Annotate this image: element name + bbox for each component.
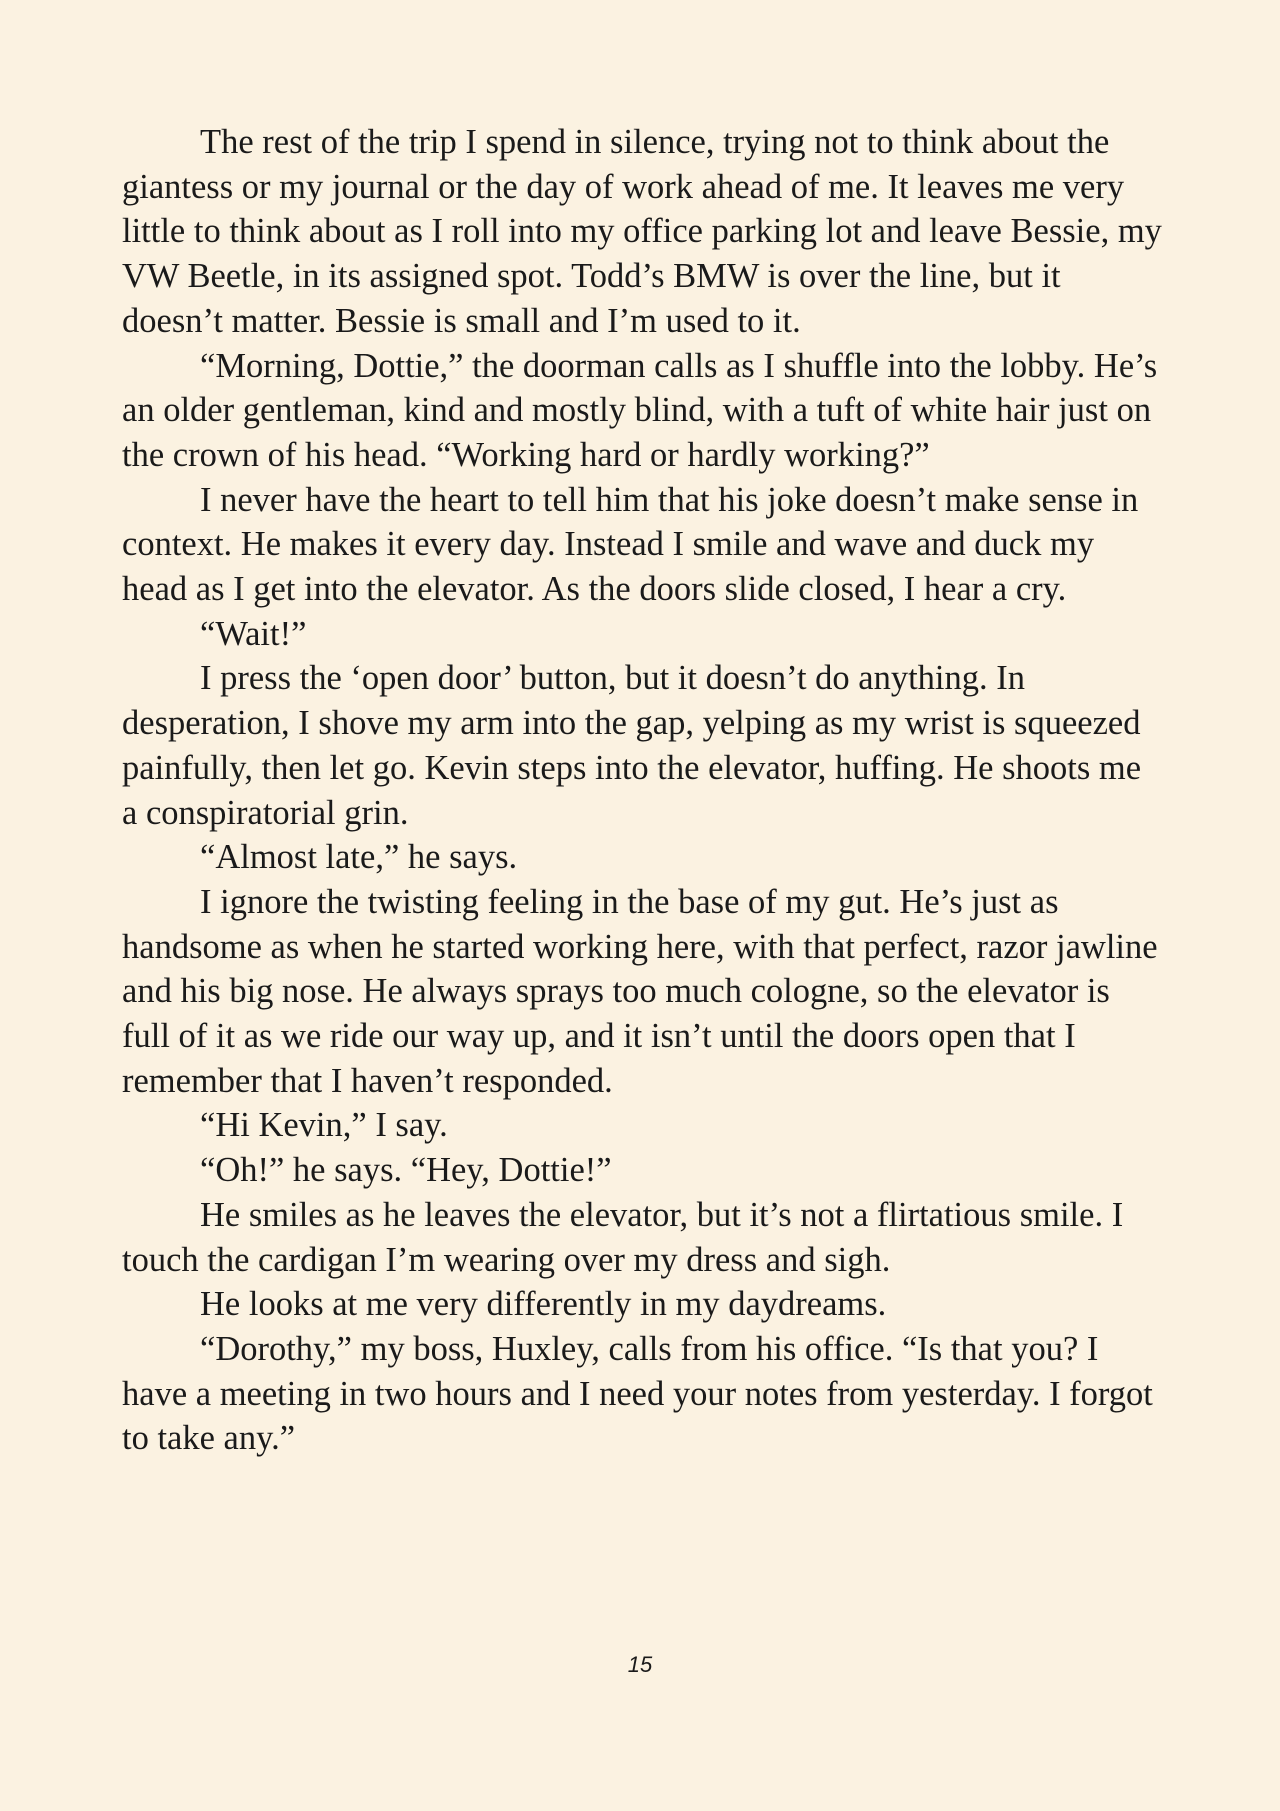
- paragraph: “Dorothy,” my boss, Huxley, calls from his office. “Is that you? I have a meeting in two hours and I need your notes from yesterday. I forgot to take any.”: [122, 1329, 1153, 1458]
- paragraph: “Almost late,” he says.: [200, 838, 518, 877]
- page-number: 15: [627, 1652, 653, 1677]
- paragraph: “Hi Kevin,” I say.: [200, 1106, 448, 1145]
- body-text: [122, 120, 1162, 1461]
- paragraph: The rest of the trip I spend in silence, trying not to think about the giantess or my journal or the day of work ahead of me. It leaves me very little to think about as I roll into my office parking lot and leave Bessie, my VW Beetle, in its assigned spot. Todd’s BMW is over the line, but it doesn’t matter. Bessie is small and I’m used to it.: [122, 123, 1162, 340]
- paragraph: I press the ‘open door’ button, but it doesn’t do anything. In desperation, I shove my arm into the gap, yelping as my wrist is squeezed painfully, then let go. Kevin steps into the elevator, huffing. He shoots me a conspiratorial grin.: [122, 659, 1142, 832]
- paragraph: “Morning, Dottie,” the doorman calls as I shuffle into the lobby. He’s an older gentleman, kind and mostly blind, with a tuft of white hair just on the crown of his head. “Working hard or hardly working?”: [122, 346, 1158, 474]
- paragraph: He smiles as he leaves the elevator, but it’s not a flirtatious smile. I touch the cardigan I’m wearing over my dress and sigh.: [122, 1195, 1124, 1279]
- paragraph: “Wait!”: [200, 614, 307, 653]
- paragraph: I never have the heart to tell him that his joke doesn’t make sense in context. He makes it every day. Instead I smile and wave and duck my head as I get into the elevator. As the doors slide closed, I hear a cry.: [122, 480, 1139, 609]
- paragraph: He looks at me very differently in my daydreams.: [200, 1285, 887, 1324]
- paragraph: I ignore the twisting feeling in the base of my gut. He’s just as handsome as when he started working here, with that perfect, razor jawline and his big nose. He always sprays too much cologne, so the elevator is full of it as we ride our way up, and it isn’t until the doors open that I remember that I haven’t responded.: [122, 882, 1158, 1100]
- paragraph: “Oh!” he says. “Hey, Dottie!”: [200, 1151, 612, 1190]
